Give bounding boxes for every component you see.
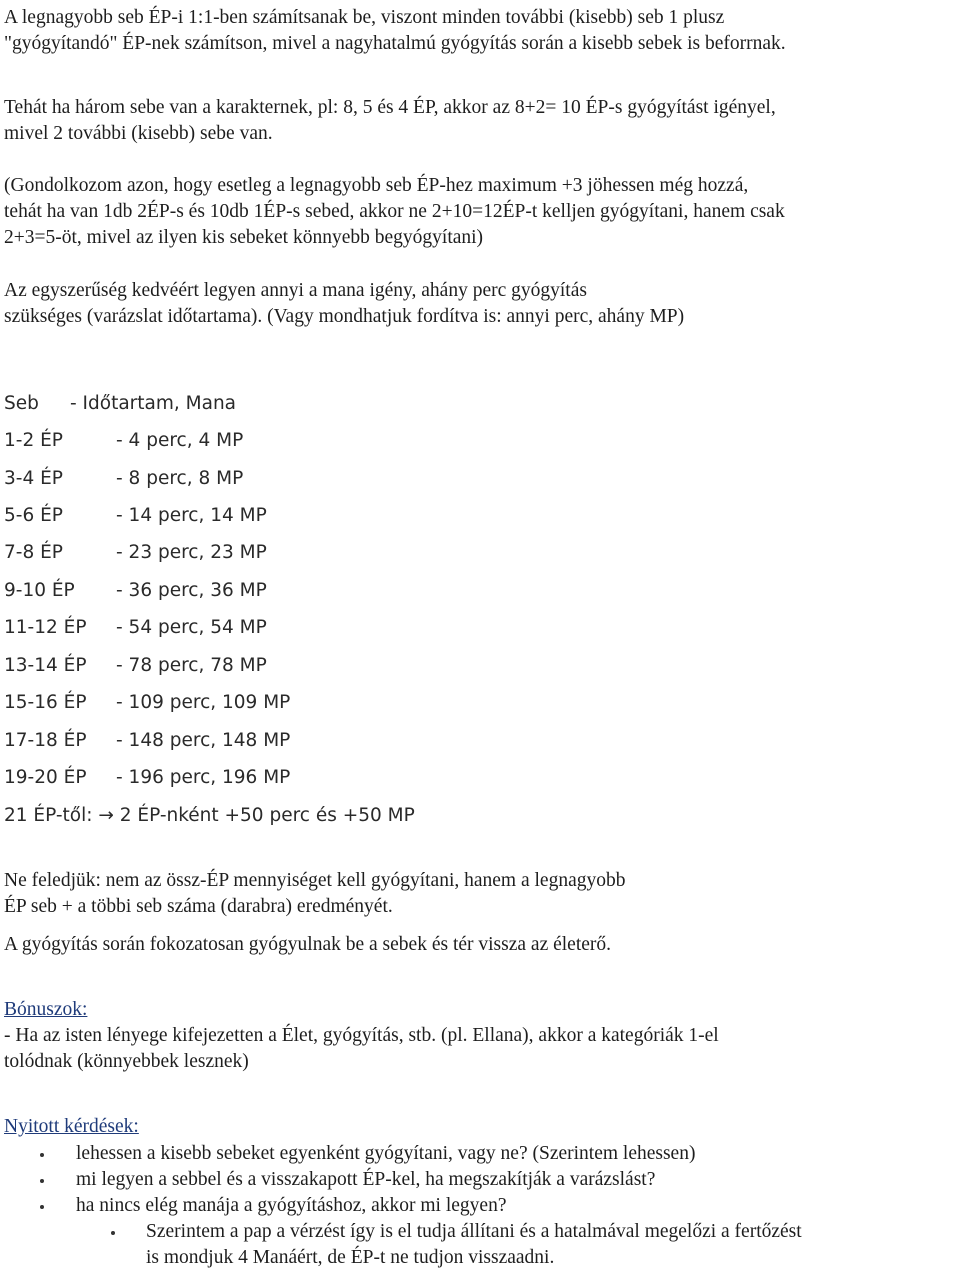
row-range: 7-8 ÉP: [4, 542, 63, 563]
paragraph-line: A legnagyobb seb ÉP-i 1:1-ben számítsanak be, viszont minden további (kisebb) seb 1 plusz: [4, 7, 725, 28]
row-range: 13-14 ÉP: [4, 655, 87, 676]
table-row: [4, 653, 267, 679]
table-row: [4, 615, 267, 641]
row-value: - 23 perc, 23 MP: [116, 542, 267, 563]
bullet-icon: [40, 1179, 44, 1183]
table-row: [4, 690, 290, 716]
sub-list-item-continuation: is mondjuk 4 Manáért, de ÉP-t ne tudjon visszaadni.: [146, 1247, 555, 1268]
bonus-line: - Ha az isten lényege kifejezetten a Élet, gyógyítás, stb. (pl. Ellana), akkor a kategóriák 1-el: [4, 1025, 719, 1046]
row-value: - 8 perc, 8 MP: [116, 468, 244, 489]
note-line: ÉP seb + a többi seb száma (darabra) eredményét.: [4, 896, 393, 917]
row-range: 3-4 ÉP: [4, 468, 63, 489]
list-item: mi legyen a sebbel és a visszakapott ÉP-kel, ha megszakítják a varázslást?: [76, 1169, 656, 1190]
row-range: 11-12 ÉP: [4, 617, 87, 638]
row-range: 5-6 ÉP: [4, 505, 63, 526]
row-value: - 14 perc, 14 MP: [116, 505, 267, 526]
row-range: 19-20 ÉP: [4, 767, 87, 788]
table-row: [4, 466, 243, 492]
bullet-icon: [111, 1231, 115, 1235]
header-seb: Seb: [4, 393, 39, 414]
bonus-heading: Bónuszok:: [4, 999, 88, 1020]
header-duration-mana: - Időtartam, Mana: [70, 393, 237, 414]
row-range: 15-16 ÉP: [4, 692, 87, 713]
row-value: - 54 perc, 54 MP: [116, 617, 267, 638]
table-row: [4, 578, 267, 604]
row-value: - 4 perc, 4 MP: [116, 430, 244, 451]
row-range: 1-2 ÉP: [4, 430, 63, 451]
bonus-line: tolódnak (könnyebbek lesznek): [4, 1051, 249, 1072]
paragraph-line: mivel 2 további (kisebb) sebe van.: [4, 123, 273, 144]
row-value: - 148 perc, 148 MP: [116, 730, 291, 751]
paragraph-line: Az egyszerűség kedvéért legyen annyi a mana igény, ahány perc gyógyítás: [4, 280, 587, 301]
row-value: - 109 perc, 109 MP: [116, 692, 291, 713]
table-row: [4, 503, 267, 529]
bullet-icon: [40, 1205, 44, 1209]
paragraph-line: szükséges (varázslat időtartama). (Vagy mondhatjuk fordítva is: annyi perc, ahány MP): [4, 306, 685, 327]
table-row: [4, 540, 267, 566]
bullet-icon: [40, 1153, 44, 1157]
table-row: [4, 728, 290, 754]
paragraph-line: "gyógyítandó" ÉP-nek számítson, mivel a nagyhatalmú gyógyítás során a kisebb sebek is beforrnak.: [4, 33, 786, 54]
paragraph-line: 2+3=5-öt, mivel az ilyen kis sebeket könnyebb begyógyítani): [4, 227, 484, 248]
paragraph-line: (Gondolkozom azon, hogy esetleg a legnagyobb seb ÉP-hez maximum +3 jöhessen még hozzá,: [4, 175, 749, 196]
note-line: A gyógyítás során fokozatosan gyógyulnak be a sebek és tér vissza az életerő.: [4, 934, 612, 955]
list-item: lehessen a kisebb sebeket egyenként gyógyítani, vagy ne? (Szerintem lehessen): [76, 1143, 696, 1164]
row-value: - 78 perc, 78 MP: [116, 655, 267, 676]
list-item: ha nincs elég manája a gyógyításhoz, akkor mi legyen?: [76, 1195, 507, 1216]
note-line: Ne feledjük: nem az össz-ÉP mennyiséget kell gyógyítani, hanem a legnagyobb: [4, 870, 626, 891]
table-row: [4, 428, 243, 454]
row-value: - 196 perc, 196 MP: [116, 767, 291, 788]
paragraph-line: tehát ha van 1db 2ÉP-s és 10db 1ÉP-s sebed, akkor ne 2+10=12ÉP-t kelljen gyógyítani, hanem csak: [4, 201, 785, 222]
row-value: - 36 perc, 36 MP: [116, 580, 267, 601]
sub-list-item: Szerintem a pap a vérzést így is el tudja állítani és a hatalmával megelőzi a fertőzést: [146, 1221, 802, 1242]
paragraph-line: Tehát ha három sebe van a karakternek, pl: 8, 5 és 4 ÉP, akkor az 8+2= 10 ÉP-s gyógyítást igényel,: [4, 97, 776, 118]
table-last-row: 21 ÉP-től: → 2 ÉP-nként +50 perc és +50 MP: [4, 805, 415, 826]
row-range: 9-10 ÉP: [4, 580, 75, 601]
table-header: [4, 391, 236, 417]
table-row: [4, 765, 290, 791]
open-questions-heading: Nyitott kérdések:: [4, 1116, 139, 1137]
row-range: 17-18 ÉP: [4, 730, 87, 751]
